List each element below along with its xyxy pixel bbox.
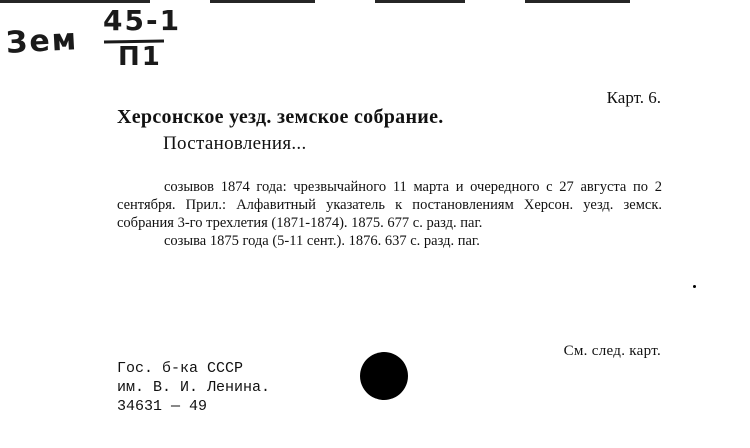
library-stamp (117, 359, 270, 416)
card-subtitle: Постановления... (163, 133, 307, 154)
description-paragraph-1: созывов 1874 года: чрезвычайного 11 марта и очередного с 27 августа по 2 сентября. Прил.: Алфавитный указатель к постановлениям Херсон. уезд. земск. собрания 3-го трехлетия (1871-1874). 1875. 677 с. разд. паг. (117, 179, 662, 231)
see-next-card: См. след. карт. (563, 343, 661, 359)
library-line-2: им. В. И. Ленина. (117, 379, 271, 396)
top-edge-marks (0, 0, 750, 3)
punch-hole (360, 352, 408, 400)
card-title: Херсонское уезд. земское собрание. (117, 106, 444, 128)
handwritten-prefix: Зем (5, 22, 80, 61)
card-number: Карт. 6. (606, 88, 661, 107)
handwritten-shelfmark-top: 45-1 (103, 4, 182, 37)
handwritten-shelfmark-bottom: П1 (118, 42, 162, 72)
library-line-1: Гос. б-ка СССР (117, 360, 244, 377)
ink-speck (693, 285, 696, 288)
description-paragraph-2: созыва 1875 года (5-11 сент.). 1876. 637 с. разд. паг. (164, 233, 480, 249)
library-line-3: 34631 — 49 (117, 398, 208, 415)
card-body (117, 178, 662, 250)
